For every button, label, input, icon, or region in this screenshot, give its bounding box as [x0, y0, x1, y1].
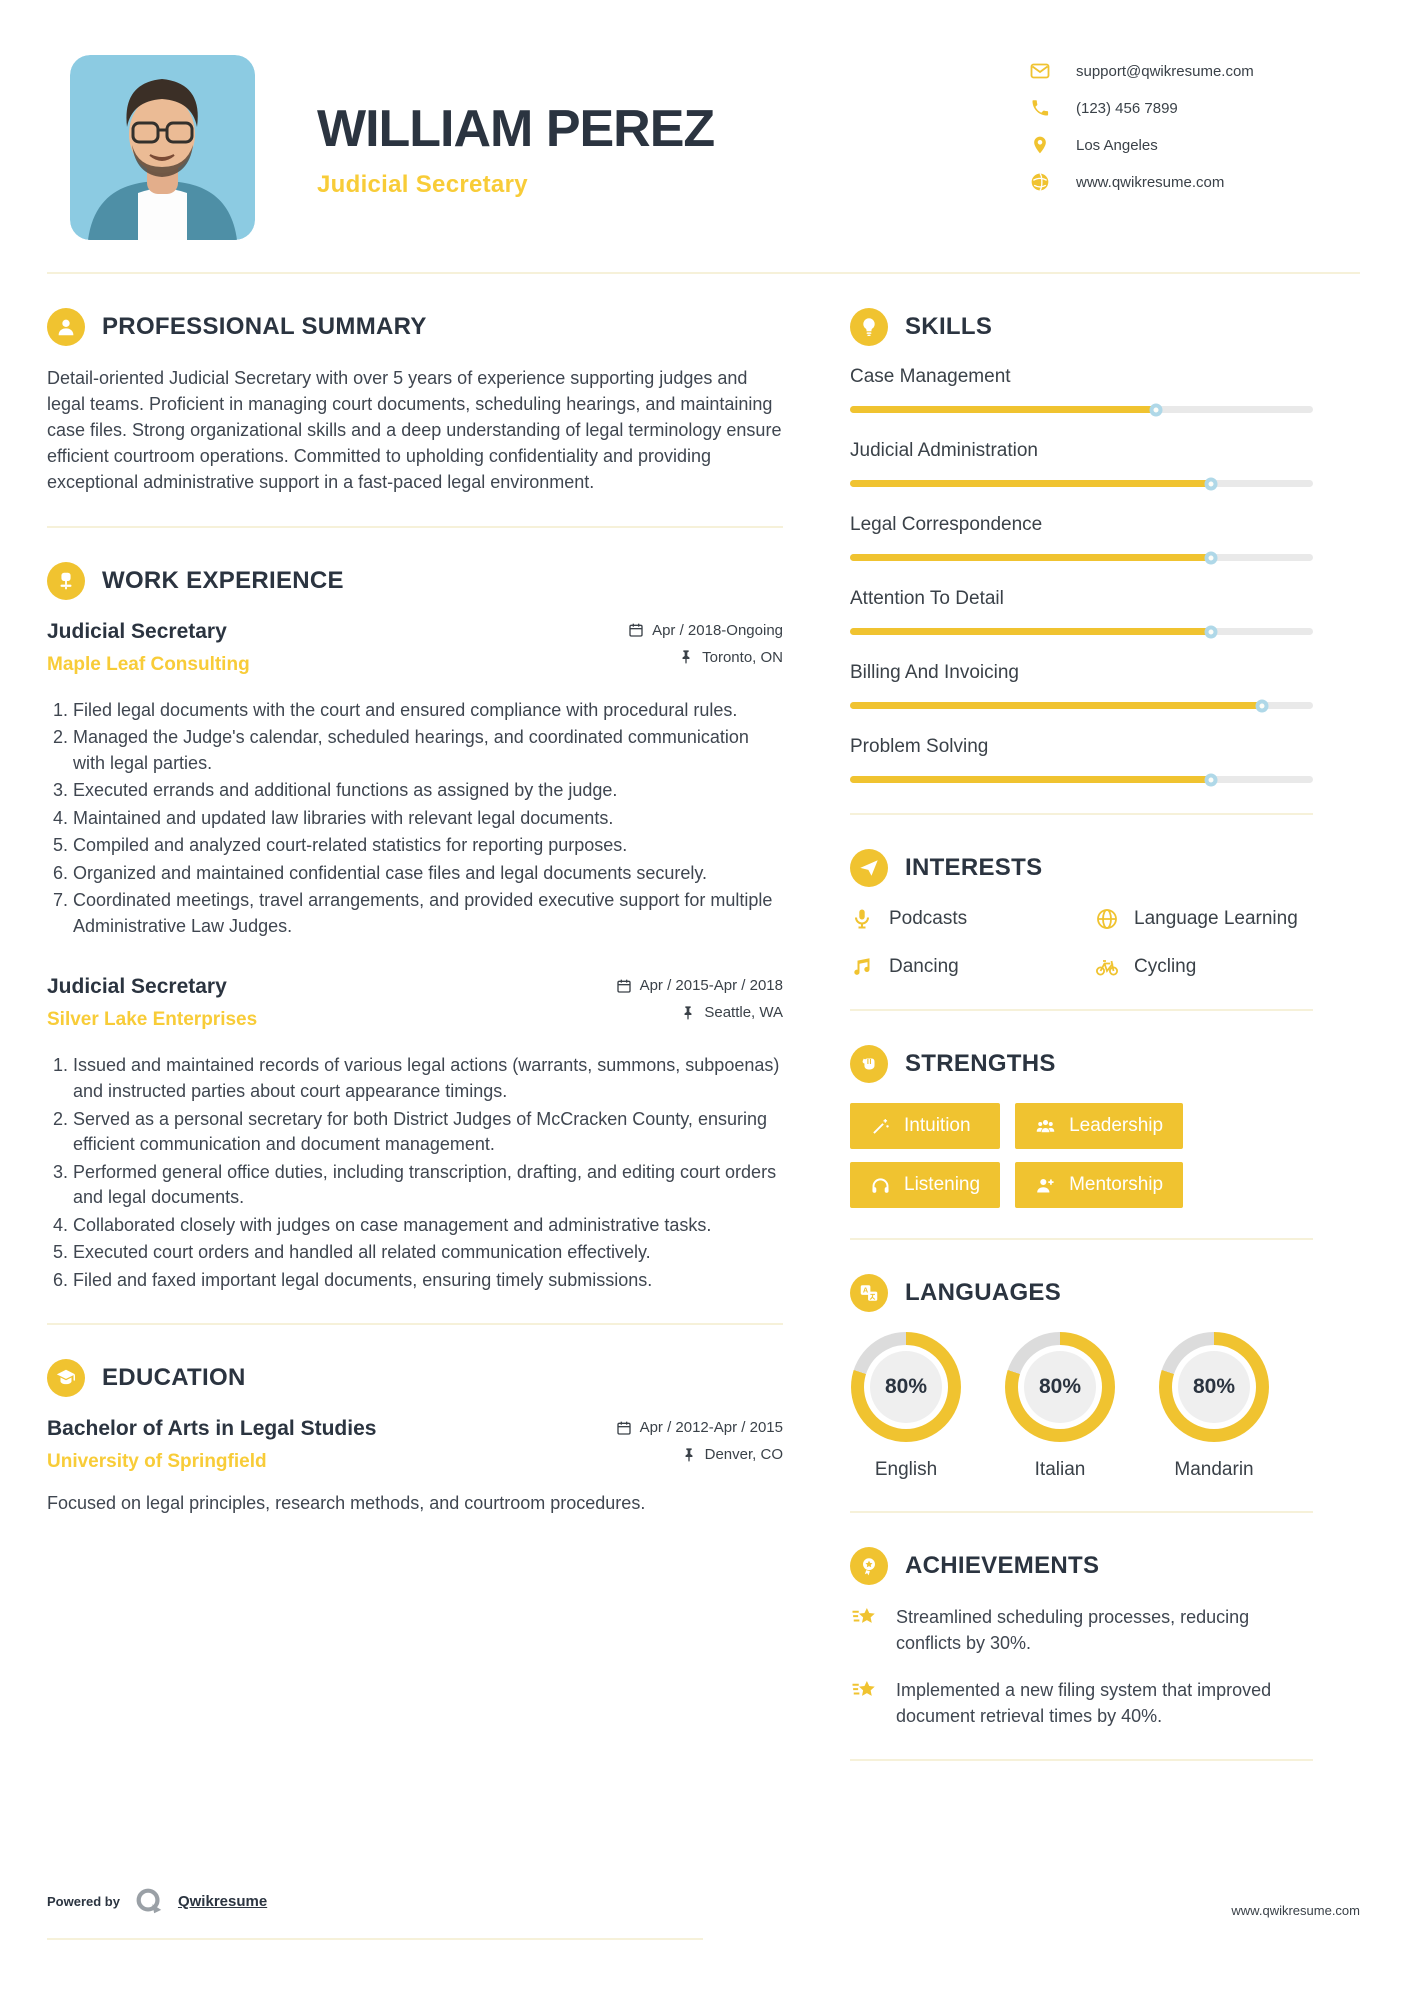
interest-label: Language Learning [1134, 908, 1298, 929]
skill-label: Billing And Invoicing [850, 662, 1019, 683]
job-location-text: Toronto, ON [702, 648, 783, 666]
job-bullet: 1. Filed legal documents with the court and ensured compliance with procedural rules. [73, 698, 783, 724]
graduation-cap-icon [47, 1359, 85, 1397]
job-bullet: 5. Compiled and analyzed court-related statistics for reporting purposes. [73, 833, 783, 859]
job-bullet: 4. Collaborated closely with judges on case management and administrative tasks. [73, 1213, 783, 1239]
job-location [680, 1004, 783, 1021]
donut-hole [1172, 1345, 1256, 1429]
skill-fill [850, 406, 1156, 413]
skill-slider-handle [1205, 477, 1218, 490]
job-bullet-list [47, 698, 783, 940]
qwikresume-link[interactable]: Qwikresume [177, 1892, 268, 1910]
translate-icon [850, 1274, 888, 1312]
footer-website-link[interactable]: www.qwikresume.com [1231, 1903, 1360, 1918]
education-entry [47, 1417, 783, 1517]
strengths-section-header [850, 1045, 1313, 1083]
shooting-star-icon [850, 1676, 880, 1706]
job-bullet: 3. Performed general office duties, including transcription, drafting, and editing court orders and legal documents. [73, 1160, 783, 1211]
location-icon [1030, 135, 1050, 155]
job-meta [628, 620, 783, 666]
languages-section-header [850, 1274, 1313, 1312]
skill-item [850, 736, 1313, 783]
skill-slider [850, 406, 1313, 413]
strengths-title: STRENGTHS [905, 1050, 1056, 1077]
skill-label: Legal Correspondence [850, 514, 1043, 535]
section-divider [850, 1759, 1313, 1761]
strength-label: Leadership [1069, 1115, 1164, 1136]
education-title: EDUCATION [102, 1364, 246, 1392]
language-label: Italian [1034, 1459, 1086, 1480]
job-head-left [47, 975, 257, 1031]
summary-section-header [47, 308, 783, 346]
language-percent: 80% [1178, 1351, 1250, 1423]
interest-item [850, 907, 1095, 931]
job-location [678, 649, 783, 666]
paper-plane-icon [850, 849, 888, 887]
achievement-item [850, 1678, 1313, 1729]
achievements-title: ACHIEVEMENTS [905, 1552, 1100, 1579]
language-percent: 80% [870, 1351, 942, 1423]
language-donut [1159, 1332, 1269, 1442]
job-bullet: 2. Served as a personal secretary for both District Judges of McCracken County, ensuring efficient communication and document management. [73, 1107, 783, 1158]
profile-photo [70, 55, 255, 240]
skill-item [850, 366, 1313, 413]
right-column [850, 274, 1313, 1761]
job-location-text: Seattle, WA [704, 1004, 783, 1022]
education-location-text: Denver, CO [704, 1446, 783, 1464]
skill-slider [850, 702, 1313, 709]
language-percent: 80% [1024, 1351, 1096, 1423]
achievement-text: Implemented a new filing system that improved document retrieval times by 40%. [896, 1680, 1272, 1726]
interest-label: Dancing [889, 956, 959, 977]
strength-label: Intuition [904, 1115, 971, 1136]
person-plus-icon [1035, 1175, 1056, 1196]
job-head [47, 620, 783, 676]
skill-fill [850, 702, 1262, 709]
job-meta [616, 975, 783, 1021]
language-icon [1095, 907, 1119, 931]
left-column [47, 274, 783, 1761]
shooting-star-icon [850, 1603, 880, 1633]
contact-website[interactable] [1030, 172, 1360, 192]
interest-item [1095, 907, 1313, 931]
strength-label: Mentorship [1069, 1174, 1164, 1195]
contact-phone [1030, 98, 1360, 118]
skill-label: Judicial Administration [850, 440, 1038, 461]
interest-item [850, 955, 1095, 979]
fist-icon [850, 1045, 888, 1083]
education-location [681, 1446, 783, 1463]
education-meta [616, 1417, 783, 1463]
skill-fill [850, 554, 1211, 561]
skill-slider [850, 480, 1313, 487]
job-dates [616, 977, 783, 994]
skill-slider [850, 628, 1313, 635]
skill-label: Attention To Detail [850, 588, 1004, 609]
language-donut [851, 1332, 961, 1442]
job-company: Silver Lake Enterprises [47, 1009, 258, 1031]
skill-item [850, 662, 1313, 709]
skill-label: Problem Solving [850, 736, 989, 757]
interest-grid [850, 907, 1313, 979]
skill-slider-handle [1205, 625, 1218, 638]
calendar-icon [616, 978, 632, 994]
job-bullet: 4. Maintained and updated law libraries with relevant legal documents. [73, 806, 783, 832]
contact-phone-text: (123) 456 7899 [1076, 99, 1178, 117]
interest-item [1095, 955, 1313, 979]
job-bullet: 2. Managed the Judge's calendar, scheduled hearings, and coordinated communication with legal parties. [73, 725, 783, 776]
name-block [317, 55, 714, 199]
language-row [850, 1332, 1313, 1481]
job-entry [47, 975, 783, 1293]
degree-title: Bachelor of Arts in Legal Studies [47, 1417, 377, 1441]
job-bullet: 7. Coordinated meetings, travel arrangements, and provided executive support for multiple Administrative Law Judges. [73, 888, 783, 939]
strength-badge [1015, 1162, 1183, 1208]
job-entry [47, 620, 783, 940]
powered-by-footer [47, 1886, 267, 1916]
job-bullet: 5. Executed court orders and handled all related communication effectively. [73, 1240, 783, 1266]
job-company: Maple Leaf Consulting [47, 653, 250, 675]
profile-photo-illustration [70, 55, 255, 240]
strength-badge [850, 1162, 1000, 1208]
skill-item [850, 588, 1313, 635]
achievement-text: Streamlined scheduling processes, reducing conflicts by 30%. [896, 1607, 1250, 1653]
education-description: Focused on legal principles, research methods, and courtroom procedures. [47, 1493, 646, 1514]
candidate-name: WILLIAM PEREZ [317, 100, 715, 158]
wand-icon [870, 1116, 891, 1137]
person-icon [47, 308, 85, 346]
language-item [850, 1332, 962, 1481]
donut-hole [1018, 1345, 1102, 1429]
office-chair-icon [47, 562, 85, 600]
section-divider [47, 526, 783, 528]
candidate-title: Judicial Secretary [317, 171, 528, 198]
pushpin-icon [681, 1447, 697, 1463]
section-divider [850, 1511, 1313, 1513]
strength-grid [850, 1103, 1313, 1208]
summary-text: Detail-oriented Judicial Secretary with over 5 years of experience supporting judges and legal teams. Proficient in managing court documents, scheduling hearings, and maintaining case files. Strong organizational skills and a deep understanding of legal terminology ensure efficient courtroom operations. Committed to upholding confidentiality and providing exceptional administrative support in a fast-paced legal environment. [47, 368, 782, 492]
interests-section-header [850, 849, 1313, 887]
skill-slider-handle [1149, 403, 1162, 416]
language-label: Mandarin [1174, 1459, 1254, 1480]
job-dates [628, 622, 783, 639]
svg-text:A: A [862, 1285, 869, 1295]
contact-info [1030, 55, 1360, 192]
skill-item [850, 514, 1313, 561]
skill-item [850, 440, 1313, 487]
languages-title: LANGUAGES [905, 1279, 1062, 1306]
skill-slider-handle [1256, 699, 1269, 712]
interests-title: INTERESTS [905, 854, 1043, 881]
pushpin-icon [678, 649, 694, 665]
lightbulb-icon [850, 308, 888, 346]
experience-section-header [47, 562, 783, 600]
contact-website-text: www.qwikresume.com [1076, 173, 1225, 191]
section-divider [850, 1238, 1313, 1240]
language-donut [1005, 1332, 1115, 1442]
skills-section-header [850, 308, 1313, 346]
contact-location [1030, 135, 1360, 155]
skill-label: Case Management [850, 366, 1011, 387]
strength-badge [1015, 1103, 1183, 1149]
education-section-header [47, 1359, 783, 1397]
job-bullet: 3. Executed errands and additional functions as assigned by the judge. [73, 778, 783, 804]
summary-title: PROFESSIONAL SUMMARY [102, 313, 427, 340]
microphone-icon [850, 907, 874, 931]
education-dates [616, 1419, 783, 1436]
job-bullet-list [47, 1053, 783, 1293]
calendar-icon [628, 622, 644, 638]
powered-by-label: Powered by [47, 1893, 120, 1909]
education-dates-text: Apr / 2012-Apr / 2015 [639, 1419, 783, 1437]
job-bullet: 6. Organized and maintained confidential case files and legal documents securely. [73, 861, 783, 887]
medal-icon [850, 1547, 888, 1585]
skills-title: SKILLS [905, 313, 993, 340]
experience-title: WORK EXPERIENCE [102, 566, 344, 594]
job-dates-text: Apr / 2018-Ongoing [652, 621, 783, 639]
phone-icon [1030, 98, 1050, 118]
section-divider [850, 813, 1313, 815]
skill-slider-handle [1205, 551, 1218, 564]
job-bullet: 1. Issued and maintained records of various legal actions (warrants, summons, subpoenas) and instructed parties about court appearance timings. [73, 1053, 783, 1104]
section-divider [47, 1323, 783, 1325]
qwikresume-logo [134, 1886, 164, 1916]
donut-hole [864, 1345, 948, 1429]
skill-fill [850, 628, 1211, 635]
education-head [47, 1417, 783, 1473]
skill-fill [850, 480, 1211, 487]
calendar-icon [616, 1420, 632, 1436]
interest-label: Podcasts [889, 908, 968, 929]
language-label: English [874, 1459, 938, 1480]
content-columns [0, 274, 1407, 1761]
achievements-section-header [850, 1547, 1313, 1585]
school-name: University of Springfield [47, 1451, 267, 1473]
pushpin-icon [680, 1005, 696, 1021]
skill-slider [850, 776, 1313, 783]
language-item [1158, 1332, 1270, 1481]
job-head-left [47, 620, 250, 676]
bottom-divider [47, 1938, 703, 1940]
headphones-icon [870, 1175, 891, 1196]
language-item [1004, 1332, 1116, 1481]
job-title: Judicial Secretary [47, 619, 227, 643]
skill-slider-handle [1205, 773, 1218, 786]
team-icon [1035, 1116, 1056, 1137]
bicycle-icon [1095, 955, 1119, 979]
website-icon [1030, 172, 1050, 192]
contact-location-text: Los Angeles [1076, 136, 1158, 154]
education-head-left [47, 1417, 376, 1473]
achievement-item [850, 1605, 1313, 1656]
contact-email[interactable] [1030, 61, 1360, 81]
header [0, 0, 1407, 240]
contact-email-text: support@qwikresume.com [1076, 62, 1254, 80]
email-icon [1030, 61, 1050, 81]
job-title: Judicial Secretary [47, 975, 227, 999]
job-head [47, 975, 783, 1031]
skill-fill [850, 776, 1211, 783]
job-bullet: 6. Filed and faxed important legal documents, ensuring timely submissions. [73, 1268, 783, 1294]
music-note-icon [850, 955, 874, 979]
skill-slider [850, 554, 1313, 561]
job-dates-text: Apr / 2015-Apr / 2018 [639, 977, 783, 995]
interest-label: Cycling [1134, 956, 1197, 977]
strength-badge [850, 1103, 1000, 1149]
section-divider [850, 1009, 1313, 1011]
strength-label: Listening [904, 1174, 981, 1195]
